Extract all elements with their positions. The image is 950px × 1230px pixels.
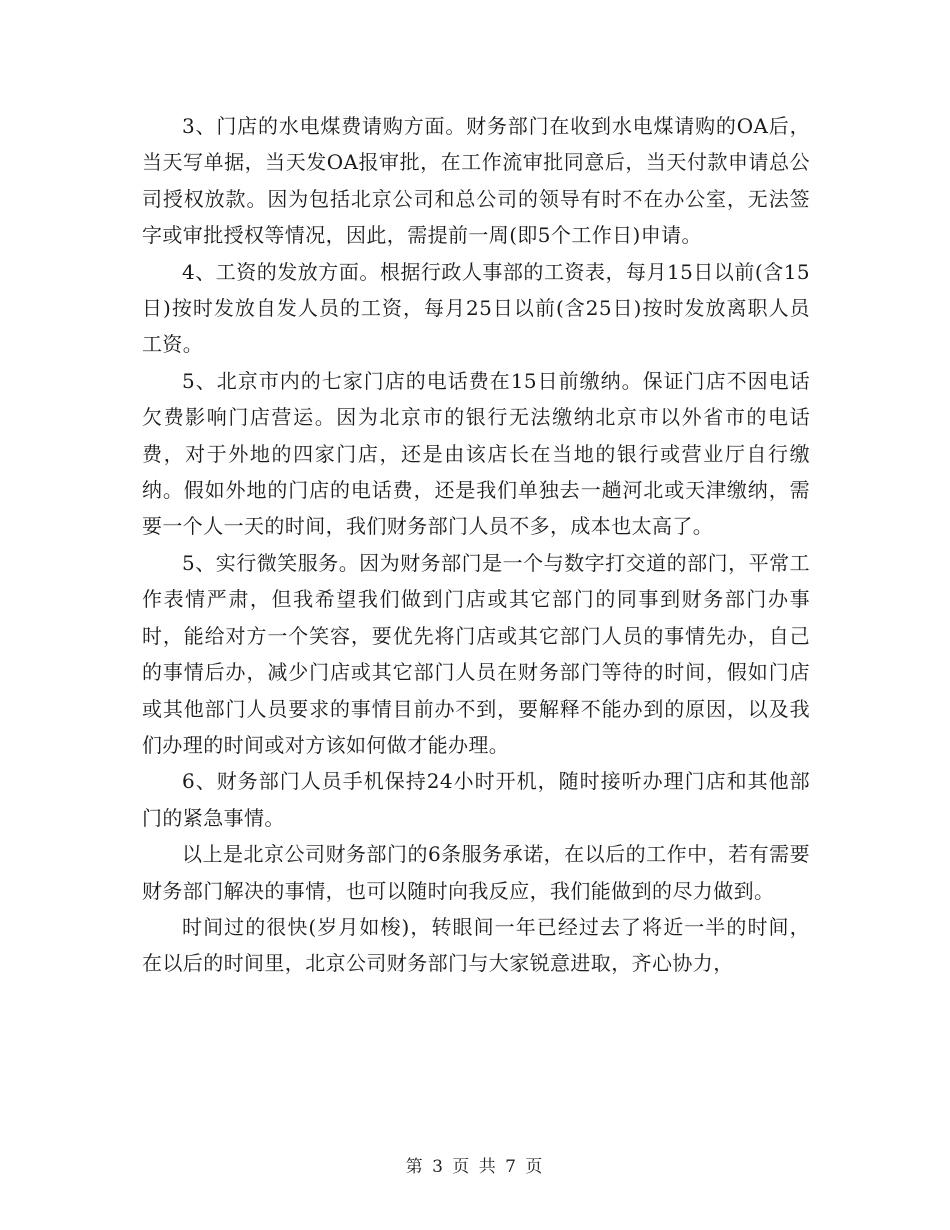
paragraph-phone-24h: 6、财务部门人员手机保持24小时开机，随时接听办理门店和其他部门的紧急事情。 [142,769,810,830]
paragraph-smile-service: 5、实行微笑服务。因为财务部门是一个与数字打交道的部门，平常工作表情严肃，但我希望我们做到门店或其它部门的同事到财务部门办事时，能给对方一个笑容，要优先将门店或其它部门人员的事情先办，自己的事情后办，减少门店或其它部门人员在财务部门等待的时间，假如门店或其他部门人员要求的事情目前办不到，要解释不能办到的原因，以及我们办理的时间或对方该如何做才能办理。 [142,550,810,757]
document-body [142,108,810,982]
paragraph-salary-payment: 4、工资的发放方面。根据行政人事部的工资表，每月15日以前(含15日)按时发放自发人员的工资，每月25日以前(含25日)按时发放离职人员工资。 [142,259,810,357]
paragraph-utility-payment: 3、门店的水电煤费请购方面。财务部门在收到水电煤请购的OA后，当天写单据，当天发OA报审批，在工作流审批同意后，当天付款申请总公司授权放款。因为包括北京公司和总公司的领导有时不在办公室，无法签字或审批授权等情况，因此，需提前一周(即5个工作日)申请。 [142,114,810,248]
paragraph-summary: 以上是北京公司财务部门的6条服务承诺，在以后的工作中，若有需要财务部门解决的事情，也可以随时向我反应，我们能做到的尽力做到。 [142,842,810,903]
paragraph-closing: 时间过的很快(岁月如梭)，转眼间一年已经过去了将近一半的时间，在以后的时间里，北京公司财务部门与大家锐意进取，齐心协力， [142,914,810,976]
paragraph-phone-bill: 5、北京市内的七家门店的电话费在15日前缴纳。保证门店不因电话欠费影响门店营运。因为北京市的银行无法缴纳北京市以外省市的电话费，对于外地的四家门店，还是由该店长在当地的银行或营业厅自行缴纳。假如外地的门店的电话费，还是我们单独去一趟河北或天津缴纳，需要一个人一天的时间，我们财务部门人员不多，成本也太高了。 [142,368,810,539]
page-number-footer: 第 3 页 共 7 页 [405,1157,545,1177]
